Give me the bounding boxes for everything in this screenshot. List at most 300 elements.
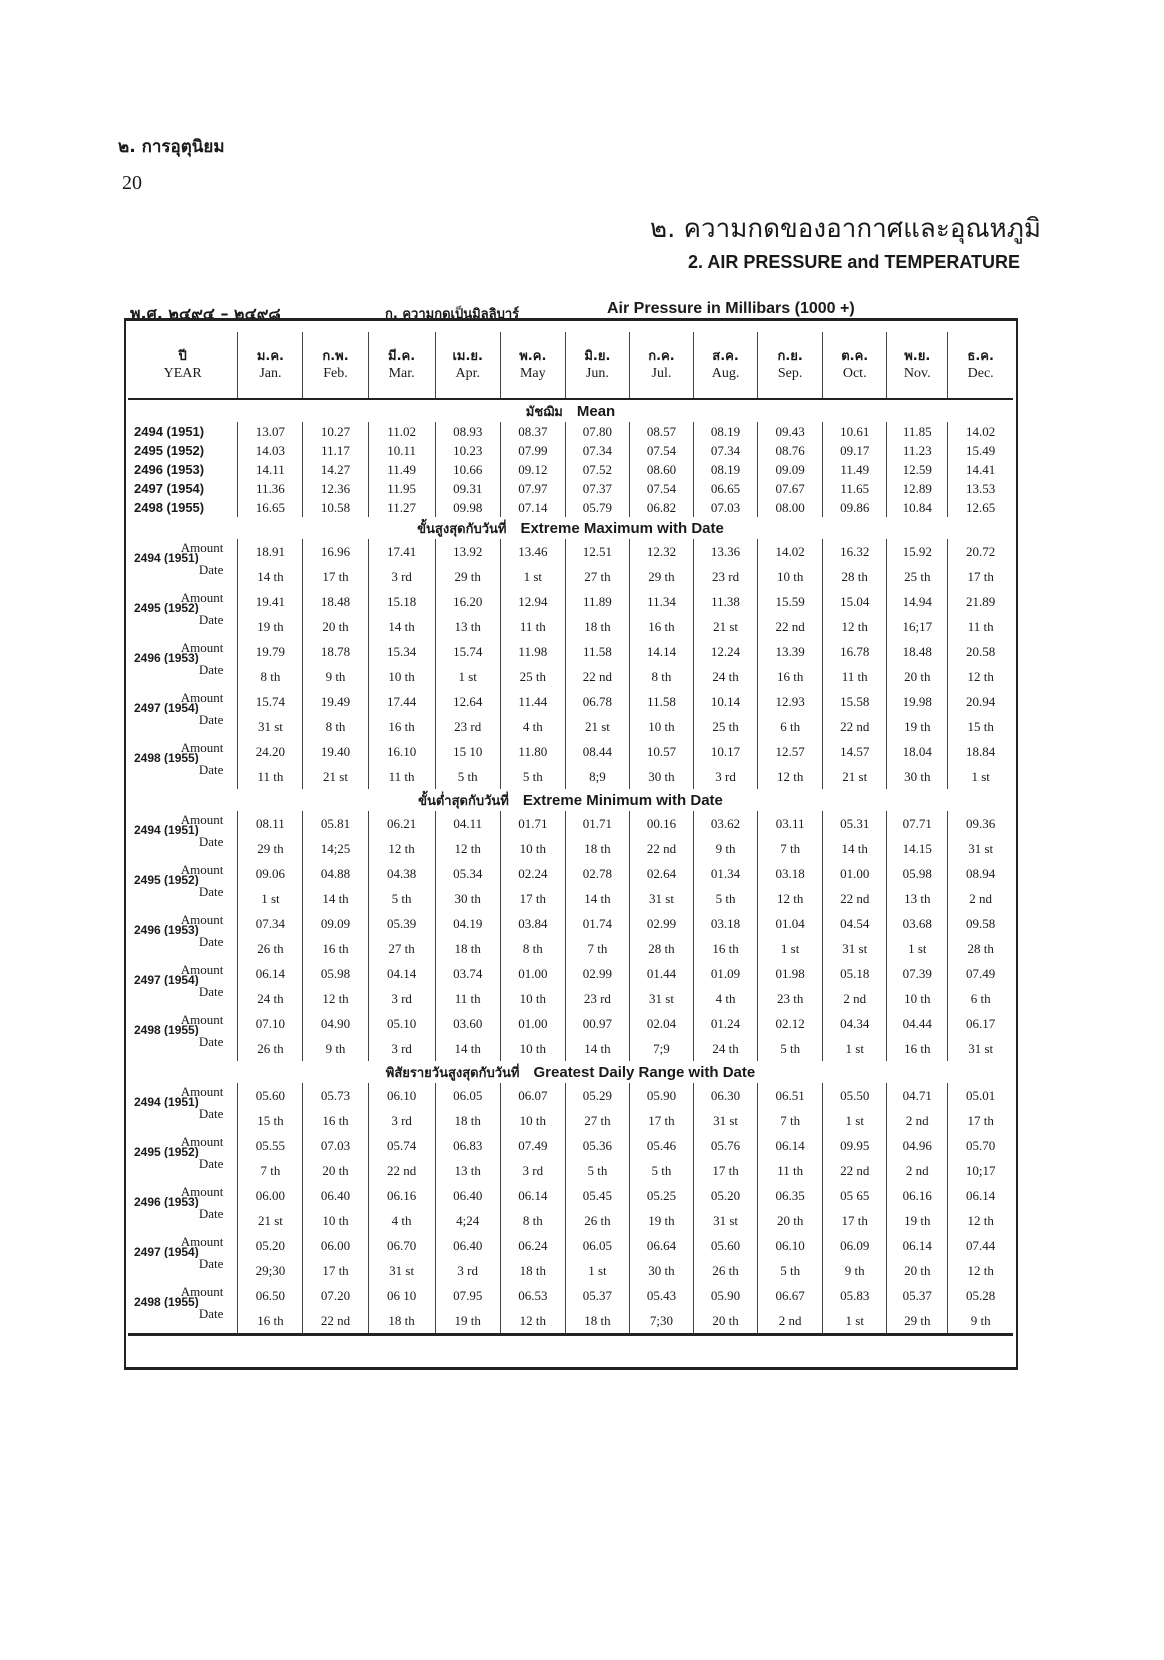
table-cell: 10.23 <box>435 441 500 460</box>
table-cell: 13.39 <box>758 639 823 664</box>
amount-label: Amount <box>180 812 224 827</box>
section-heading-thai: ขั้นต่ำสุดกับวันที่ <box>418 793 509 809</box>
amount-label-cell <box>128 1283 238 1308</box>
year-label: 2497 (1954) <box>134 481 205 496</box>
table-cell: 06.78 <box>565 689 629 714</box>
table-cell: 22 nd <box>823 714 887 739</box>
table-cell: 1 st <box>887 936 948 961</box>
table-cell: 09.31 <box>435 479 500 498</box>
table-cell: 11.80 <box>500 739 565 764</box>
year-label: 2495 (1952) <box>134 873 199 886</box>
table-cell: 22 nd <box>303 1308 368 1335</box>
amount-label-cell <box>128 589 238 614</box>
table-cell: 20 th <box>694 1308 758 1335</box>
table-cell: 8 th <box>303 714 368 739</box>
amount-label-cell <box>128 961 238 986</box>
table-cell: 06.35 <box>758 1183 823 1208</box>
table-row <box>128 460 1013 479</box>
table-cell: 08.37 <box>500 422 565 441</box>
column-header <box>368 332 435 399</box>
table-cell: 16 th <box>238 1308 303 1335</box>
table-cell: 07.54 <box>629 441 693 460</box>
table-cell: 18 th <box>368 1308 435 1335</box>
table-cell: 16 th <box>303 936 368 961</box>
table-cell: 1 st <box>823 1308 887 1335</box>
table-cell: 28 th <box>948 936 1013 961</box>
date-row <box>128 764 1013 789</box>
table-cell: 5 th <box>500 764 565 789</box>
section-heading-thai: ขั้นสูงสุดกับวันที่ <box>417 521 507 537</box>
table-cell: 10 th <box>887 986 948 1011</box>
table-cell: 3 rd <box>500 1158 565 1183</box>
table-cell: 19.79 <box>238 639 303 664</box>
table-cell: 10 th <box>368 664 435 689</box>
section-heading-english: Greatest Daily Range with Date <box>533 1063 756 1081</box>
table-cell: 04.71 <box>887 1083 948 1108</box>
table-cell: 11.23 <box>887 441 948 460</box>
table-cell: 31 st <box>629 886 693 911</box>
table-cell: 1 st <box>565 1258 629 1283</box>
table-cell: 09.58 <box>948 911 1013 936</box>
amount-row <box>128 961 1013 986</box>
table-cell: 2 nd <box>887 1108 948 1133</box>
table-cell: 12 th <box>758 886 823 911</box>
table-cell: 5 th <box>435 764 500 789</box>
table-cell: 11.17 <box>303 441 368 460</box>
year-label: 2497 (1954) <box>134 973 199 986</box>
table-cell: 26 th <box>694 1258 758 1283</box>
table-cell: 05.98 <box>303 961 368 986</box>
column-header-english: Oct. <box>842 366 867 381</box>
table-cell: 06.16 <box>887 1183 948 1208</box>
table-cell: 14 th <box>368 614 435 639</box>
table-cell: 05.74 <box>368 1133 435 1158</box>
table-cell: 1 st <box>823 1108 887 1133</box>
table-cell: 10 th <box>500 986 565 1011</box>
amount-label-cell <box>128 639 238 664</box>
year-label: 2496 (1953) <box>134 462 205 477</box>
table-cell: 20.72 <box>948 539 1013 564</box>
table-cell: 09.09 <box>303 911 368 936</box>
table-cell: 03.68 <box>887 911 948 936</box>
table-cell: 04.54 <box>823 911 887 936</box>
table-cell: 06.09 <box>823 1233 887 1258</box>
amount-label-cell <box>128 1183 238 1208</box>
extreme-maximum-section <box>128 517 1013 789</box>
table-cell: 11 th <box>435 986 500 1011</box>
table-cell: 05.79 <box>565 498 629 517</box>
table-cell: 15.04 <box>823 589 887 614</box>
table-cell: 08.93 <box>435 422 500 441</box>
table-cell: 11.02 <box>368 422 435 441</box>
table-cell: 11.85 <box>887 422 948 441</box>
table-cell: 19.49 <box>303 689 368 714</box>
column-header <box>303 332 368 399</box>
table-cell: 12 th <box>823 614 887 639</box>
table-cell: 19 th <box>887 1208 948 1233</box>
table-cell: 18.48 <box>303 589 368 614</box>
date-label-cell <box>128 1108 238 1133</box>
table-cell: 07.54 <box>629 479 693 498</box>
table-cell: 7;9 <box>629 1036 693 1061</box>
table-cell: 29 th <box>629 564 693 589</box>
table-cell: 01.24 <box>694 1011 758 1036</box>
section-heading <box>128 517 1013 539</box>
table-cell: 08.76 <box>758 441 823 460</box>
table-cell: 17 th <box>303 1258 368 1283</box>
table-cell: 13.92 <box>435 539 500 564</box>
table-row <box>128 441 1013 460</box>
table-cell: 11.95 <box>368 479 435 498</box>
amount-label-cell <box>128 811 238 836</box>
date-row <box>128 1308 1013 1335</box>
date-row <box>128 936 1013 961</box>
table-cell: 05.31 <box>823 811 887 836</box>
table-cell: 12.36 <box>303 479 368 498</box>
date-label-cell <box>128 986 238 1011</box>
table-cell: 12 th <box>303 986 368 1011</box>
extreme-minimum-section <box>128 789 1013 1061</box>
table-cell: 09.98 <box>435 498 500 517</box>
table-cell: 30 th <box>887 764 948 789</box>
amount-label: Amount <box>180 740 224 755</box>
table-cell: 06.14 <box>238 961 303 986</box>
date-label: Date <box>198 1158 224 1171</box>
column-header-thai: ส.ค. <box>712 349 739 364</box>
date-label: Date <box>198 1208 224 1221</box>
table-cell: 21 st <box>565 714 629 739</box>
date-label-cell <box>128 1258 238 1283</box>
year-label: 2498 (1955) <box>134 500 205 515</box>
table-cell: 15.18 <box>368 589 435 614</box>
table-cell: 18 th <box>565 1308 629 1335</box>
table-cell: 01.98 <box>758 961 823 986</box>
table-cell: 1 st <box>823 1036 887 1061</box>
table-cell: 12 th <box>500 1308 565 1335</box>
table-cell: 15.58 <box>823 689 887 714</box>
table-cell: 7 th <box>758 1108 823 1133</box>
section-heading <box>128 399 1013 422</box>
column-header-english: May <box>519 366 546 381</box>
amount-label-cell <box>128 689 238 714</box>
date-row <box>128 836 1013 861</box>
table-cell: 07.67 <box>758 479 823 498</box>
table-cell: 07.14 <box>500 498 565 517</box>
table-cell: 27 th <box>565 1108 629 1133</box>
table-cell: 05.01 <box>948 1083 1013 1108</box>
amount-label: Amount <box>180 1134 224 1149</box>
table-cell: 17 th <box>948 1108 1013 1133</box>
table-cell: 01.00 <box>500 1011 565 1036</box>
table-cell: 08.44 <box>565 739 629 764</box>
table-cell: 4;24 <box>435 1208 500 1233</box>
table-cell: 14.15 <box>887 836 948 861</box>
table-cell: 10.17 <box>694 739 758 764</box>
table-cell: 15.92 <box>887 539 948 564</box>
table-cell: 07.03 <box>303 1133 368 1158</box>
table-row <box>128 498 1013 517</box>
column-header-thai: ก.พ. <box>322 349 349 364</box>
table-cell: 07.71 <box>887 811 948 836</box>
header-row <box>128 332 1013 399</box>
table-cell: 04.19 <box>435 911 500 936</box>
table-cell: 06.30 <box>694 1083 758 1108</box>
date-label-cell <box>128 1308 238 1335</box>
table-cell: 14.94 <box>887 589 948 614</box>
table-cell: 2 nd <box>823 986 887 1011</box>
table-cell: 04.90 <box>303 1011 368 1036</box>
table-cell: 3 rd <box>368 1036 435 1061</box>
pressure-table <box>128 332 1013 1336</box>
table-cell: 8 th <box>500 936 565 961</box>
table-cell: 16 th <box>368 714 435 739</box>
table-cell: 1 st <box>758 936 823 961</box>
table-cell: 10.57 <box>629 739 693 764</box>
table-cell: 29 th <box>887 1308 948 1335</box>
table-cell: 06.40 <box>435 1233 500 1258</box>
table-cell: 9 th <box>823 1258 887 1283</box>
table-cell: 9 th <box>694 836 758 861</box>
table-cell: 4 th <box>694 986 758 1011</box>
table-cell: 17 th <box>694 1158 758 1183</box>
year-label: 2495 (1952) <box>134 443 205 458</box>
column-header-english: Jun. <box>585 366 609 381</box>
table-cell: 23 rd <box>565 986 629 1011</box>
table-cell: 05.60 <box>694 1233 758 1258</box>
greatest-daily-range-section <box>128 1061 1013 1335</box>
table-cell: 8 th <box>500 1208 565 1233</box>
table-cell: 12 th <box>368 836 435 861</box>
table-cell: 11 th <box>758 1158 823 1183</box>
table-cell: 9 th <box>948 1308 1013 1335</box>
date-row <box>128 1208 1013 1233</box>
year-label: 2497 (1954) <box>134 1245 199 1258</box>
page-number: 20 <box>122 172 142 194</box>
date-label: Date <box>198 564 224 577</box>
table-cell: 05.81 <box>303 811 368 836</box>
table-cell: 18.78 <box>303 639 368 664</box>
column-header-thai: ม.ค. <box>256 349 284 364</box>
table-cell: 14.11 <box>238 460 303 479</box>
table-cell: 18.04 <box>887 739 948 764</box>
date-row <box>128 714 1013 739</box>
date-label: Date <box>198 714 224 727</box>
table-cell: 02.99 <box>565 961 629 986</box>
table-cell: 19 th <box>435 1308 500 1335</box>
table-cell: 31 st <box>694 1108 758 1133</box>
table-cell: 08.19 <box>694 422 758 441</box>
table-cell: 14.41 <box>948 460 1013 479</box>
table-cell: 14.57 <box>823 739 887 764</box>
column-header-thai: ก.ค. <box>648 349 675 364</box>
table-cell: 05.50 <box>823 1083 887 1108</box>
table-cell: 11 th <box>823 664 887 689</box>
table-cell: 13.46 <box>500 539 565 564</box>
table-cell: 31 st <box>238 714 303 739</box>
column-header-thai: พ.ค. <box>519 349 547 364</box>
amount-row <box>128 811 1013 836</box>
table-cell: 08.00 <box>758 498 823 517</box>
table-cell: 07.34 <box>238 911 303 936</box>
amount-label: Amount <box>180 590 224 605</box>
table-cell: 09.12 <box>500 460 565 479</box>
table-cell: 14 th <box>435 1036 500 1061</box>
table-cell: 16 th <box>629 614 693 639</box>
table-cell: 00.16 <box>629 811 693 836</box>
year-label: 2494 (1951) <box>134 1095 199 1108</box>
table-cell: 15.34 <box>368 639 435 664</box>
column-header-english: Dec. <box>967 366 994 381</box>
table-cell: 23 th <box>758 986 823 1011</box>
column-header-thai: มี.ค. <box>388 349 416 364</box>
table-cell: 23 rd <box>435 714 500 739</box>
column-header <box>758 332 823 399</box>
column-header-thai: พ.ย. <box>904 349 931 364</box>
date-label: Date <box>198 936 224 949</box>
year-label: 2496 (1953) <box>134 923 199 936</box>
column-header-thai: ก.ย. <box>777 349 803 364</box>
table-cell: 07.97 <box>500 479 565 498</box>
column-header-english: Aug. <box>711 366 740 381</box>
table-cell: 31 st <box>948 836 1013 861</box>
table-cell: 6 th <box>758 714 823 739</box>
table-cell: 10.66 <box>435 460 500 479</box>
table-cell: 11.58 <box>565 639 629 664</box>
table-cell: 27 th <box>565 564 629 589</box>
table-cell: 14 th <box>565 1036 629 1061</box>
table-cell: 07.39 <box>887 961 948 986</box>
table-cell: 12 th <box>948 664 1013 689</box>
year-label: 2498 (1955) <box>134 1295 199 1308</box>
date-label: Date <box>198 1108 224 1121</box>
table-cell: 01.71 <box>565 811 629 836</box>
table-cell: 15.59 <box>758 589 823 614</box>
table-cell: 25 th <box>694 714 758 739</box>
date-row <box>128 1108 1013 1133</box>
table-cell: 2 nd <box>887 1158 948 1183</box>
section-heading-thai: มัชฌิม <box>525 404 563 420</box>
table-cell: 5 th <box>565 1158 629 1183</box>
table-cell: 06.14 <box>887 1233 948 1258</box>
table-cell: 26 th <box>238 1036 303 1061</box>
table-cell: 20 th <box>303 614 368 639</box>
date-label-cell <box>128 1208 238 1233</box>
table-cell: 30 th <box>629 1258 693 1283</box>
table-cell: 11 th <box>948 614 1013 639</box>
table-cell: 10.14 <box>694 689 758 714</box>
table-cell: 16.10 <box>368 739 435 764</box>
table-cell: 04.88 <box>303 861 368 886</box>
table-cell: 06.14 <box>758 1133 823 1158</box>
table-cell: 06 10 <box>368 1283 435 1308</box>
table-cell: 03.60 <box>435 1011 500 1036</box>
date-label: Date <box>198 1258 224 1271</box>
column-header <box>823 332 887 399</box>
table-cell: 31 st <box>694 1208 758 1233</box>
column-header-thai: มิ.ย. <box>584 349 611 364</box>
date-label-cell <box>128 614 238 639</box>
table-cell: 06.83 <box>435 1133 500 1158</box>
table-cell: 05.76 <box>694 1133 758 1158</box>
table-cell: 12.51 <box>565 539 629 564</box>
amount-label: Amount <box>180 1234 224 1249</box>
table-cell: 16.20 <box>435 589 500 614</box>
table-cell: 14 th <box>565 886 629 911</box>
date-row <box>128 986 1013 1011</box>
section-heading-row <box>128 1061 1013 1083</box>
date-row <box>128 1036 1013 1061</box>
table-cell: 09.06 <box>238 861 303 886</box>
table-cell: 06.00 <box>238 1183 303 1208</box>
table-cell: 06.82 <box>629 498 693 517</box>
table-cell: 10 th <box>500 836 565 861</box>
table-cell: 18 th <box>565 836 629 861</box>
table-cell: 20.94 <box>948 689 1013 714</box>
year-label: 2498 (1955) <box>134 751 199 764</box>
table-cell: 13 th <box>435 1158 500 1183</box>
table-cell: 02.04 <box>629 1011 693 1036</box>
year-label: 2495 (1952) <box>134 1145 199 1158</box>
chapter-header: ๒. การอุตุนิยม <box>118 137 225 157</box>
table-cell: 31 st <box>823 936 887 961</box>
table-cell: 4 th <box>500 714 565 739</box>
column-header <box>500 332 565 399</box>
table-cell: 2 nd <box>758 1308 823 1335</box>
date-label: Date <box>198 614 224 627</box>
table-cell: 16;17 <box>887 614 948 639</box>
section-heading-english: Extreme Maximum with Date <box>520 519 724 537</box>
table-cell: 1 st <box>238 886 303 911</box>
table-cell: 18 th <box>435 1108 500 1133</box>
table-cell: 06.40 <box>303 1183 368 1208</box>
table-cell: 16.96 <box>303 539 368 564</box>
table-cell: 07.37 <box>565 479 629 498</box>
table-cell: 06.24 <box>500 1233 565 1258</box>
table-cell: 19 th <box>238 614 303 639</box>
amount-label-cell <box>128 539 238 564</box>
table-cell: 11 th <box>368 764 435 789</box>
table-cell: 15 10 <box>435 739 500 764</box>
mean-section <box>128 399 1013 517</box>
table-cell: 20 th <box>887 1258 948 1283</box>
table-cell: 5 th <box>758 1258 823 1283</box>
section-heading <box>128 1061 1013 1083</box>
year-label: 2494 (1951) <box>134 551 199 564</box>
table-cell: 02.24 <box>500 861 565 886</box>
date-label: Date <box>198 1308 224 1321</box>
table-cell: 1 st <box>500 564 565 589</box>
table-cell: 13.07 <box>238 422 303 441</box>
column-header-english: Jul. <box>651 366 672 381</box>
table-cell: 01.44 <box>629 961 693 986</box>
table-cell: 05.18 <box>823 961 887 986</box>
table-cell: 21 st <box>823 764 887 789</box>
column-header <box>694 332 758 399</box>
column-header <box>435 332 500 399</box>
table-cell: 04.44 <box>887 1011 948 1036</box>
table-cell: 05.45 <box>565 1183 629 1208</box>
table-cell: 10.27 <box>303 422 368 441</box>
table-cell: 28 th <box>823 564 887 589</box>
table-cell: 01.74 <box>565 911 629 936</box>
table-cell: 11.65 <box>823 479 887 498</box>
date-label-cell <box>128 1158 238 1183</box>
column-header <box>238 332 303 399</box>
table-cell: 16.65 <box>238 498 303 517</box>
table-cell: 24.20 <box>238 739 303 764</box>
table-cell: 03.84 <box>500 911 565 936</box>
table-row <box>128 422 1013 441</box>
